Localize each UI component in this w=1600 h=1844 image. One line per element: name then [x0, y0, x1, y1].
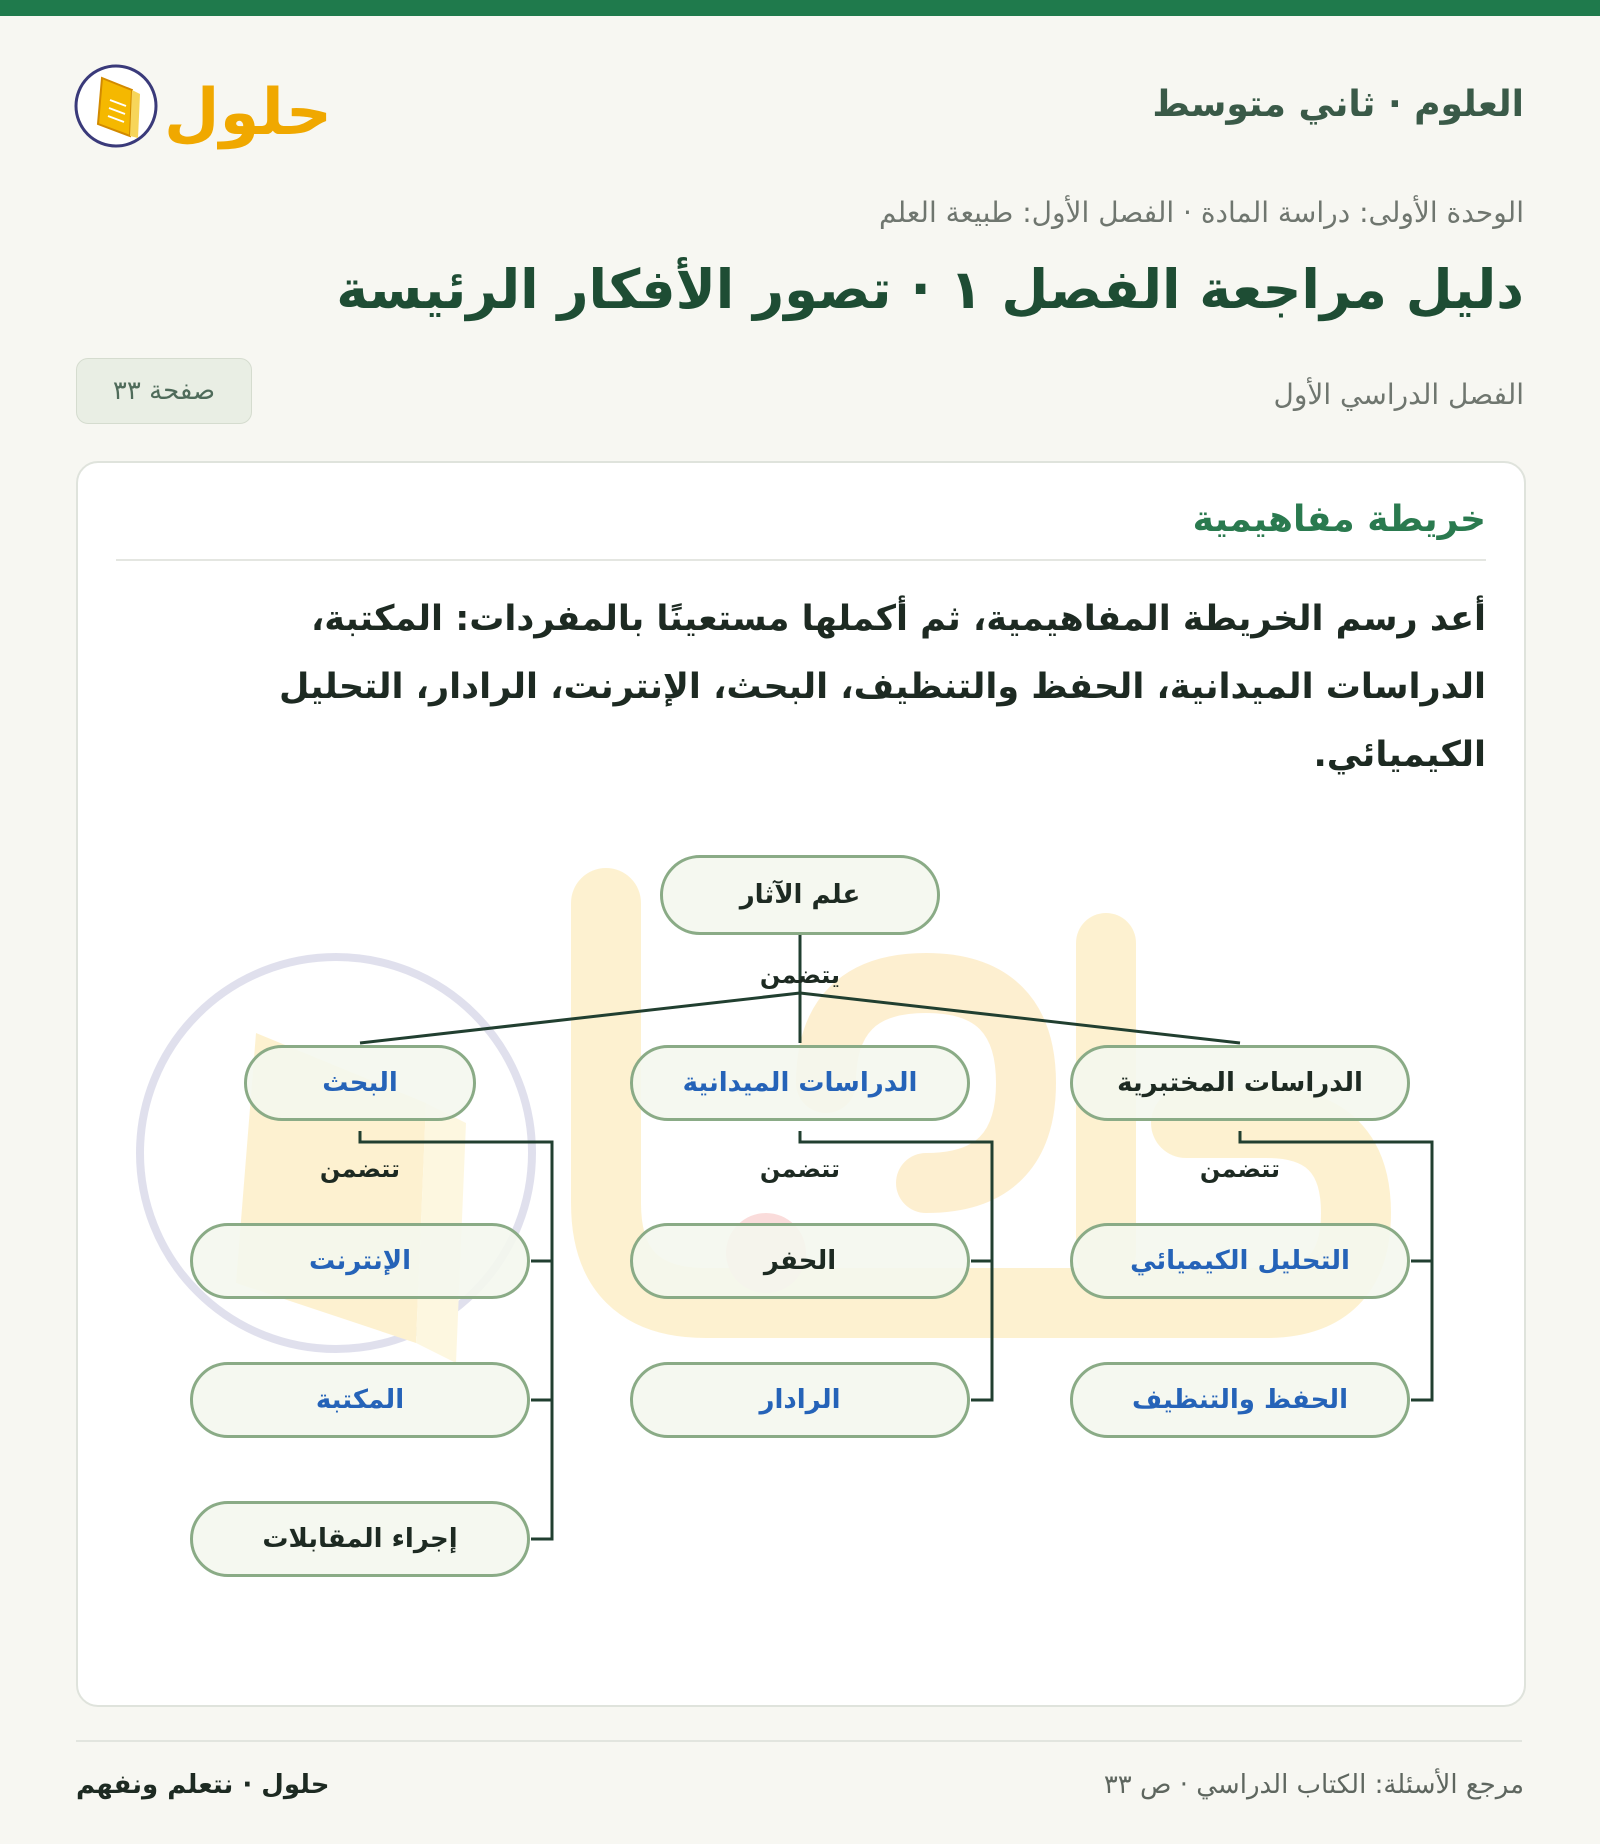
leaf-node-interviews: إجراء المقابلات [190, 1501, 530, 1577]
branch-link-label: تتضمن [319, 1155, 401, 1183]
leaf-node-chemical-analysis: التحليل الكيميائي [1070, 1223, 1410, 1299]
concept-map-card [76, 461, 1526, 1707]
top-accent-bar [0, 0, 1600, 16]
footer-brand: حلول · نتعلم ونفهم [76, 1770, 330, 1800]
connector-root-branch-research [360, 993, 800, 1043]
map-root-node: علم الآثار [660, 855, 940, 935]
leaf-node-library: المكتبة [190, 1362, 530, 1438]
leaf-node-radar: الرادار [630, 1362, 970, 1438]
leaf-node-preservation-cleaning: الحفظ والتنظيف [1070, 1362, 1410, 1438]
term-label: الفصل الدراسي الأول [1273, 378, 1524, 411]
question-text: أعد رسم الخريطة المفاهيمية، ثم أكملها مستعينًا بالمفردات: المكتبة، الدراسات الميدانية، الحفظ والتنظيف، البحث، الإنترنت، الرادار، التحليل الكيميائي. [279, 599, 1486, 775]
section-heading: خريطة مفاهيمية [1192, 499, 1486, 540]
page-title: دليل مراجعة الفصل ١ · تصور الأفكار الرئيسة [336, 258, 1524, 321]
branch-node-lab-studies: الدراسات المختبرية [1070, 1045, 1410, 1121]
brand-logo [74, 50, 334, 160]
branch-link-label: تتضمن [1199, 1155, 1281, 1183]
breadcrumb: الوحدة الأولى: دراسة المادة · الفصل الأول: طبيعة العلم [879, 196, 1524, 229]
concept-map [78, 463, 1524, 1705]
branch-node-research: البحث [244, 1045, 476, 1121]
connector-root-branch-lab [800, 993, 1240, 1043]
footer-divider [76, 1740, 1522, 1742]
leaf-node-internet: الإنترنت [190, 1223, 530, 1299]
root-link-label: يتضمن [759, 961, 841, 989]
connector-research-children [360, 1131, 552, 1539]
subject-grade: العلوم · ثاني متوسط [1152, 84, 1524, 125]
branch-node-field-studies: الدراسات الميدانية [630, 1045, 970, 1121]
logo-wordmark: حلول [164, 76, 332, 150]
branch-link-label: تتضمن [759, 1155, 841, 1183]
footer-reference: مرجع الأسئلة: الكتاب الدراسي · ص ٣٣ [1103, 1770, 1524, 1800]
page-number-badge: صفحة ٣٣ [76, 358, 252, 424]
leaf-node-excavation: الحفر [630, 1223, 970, 1299]
